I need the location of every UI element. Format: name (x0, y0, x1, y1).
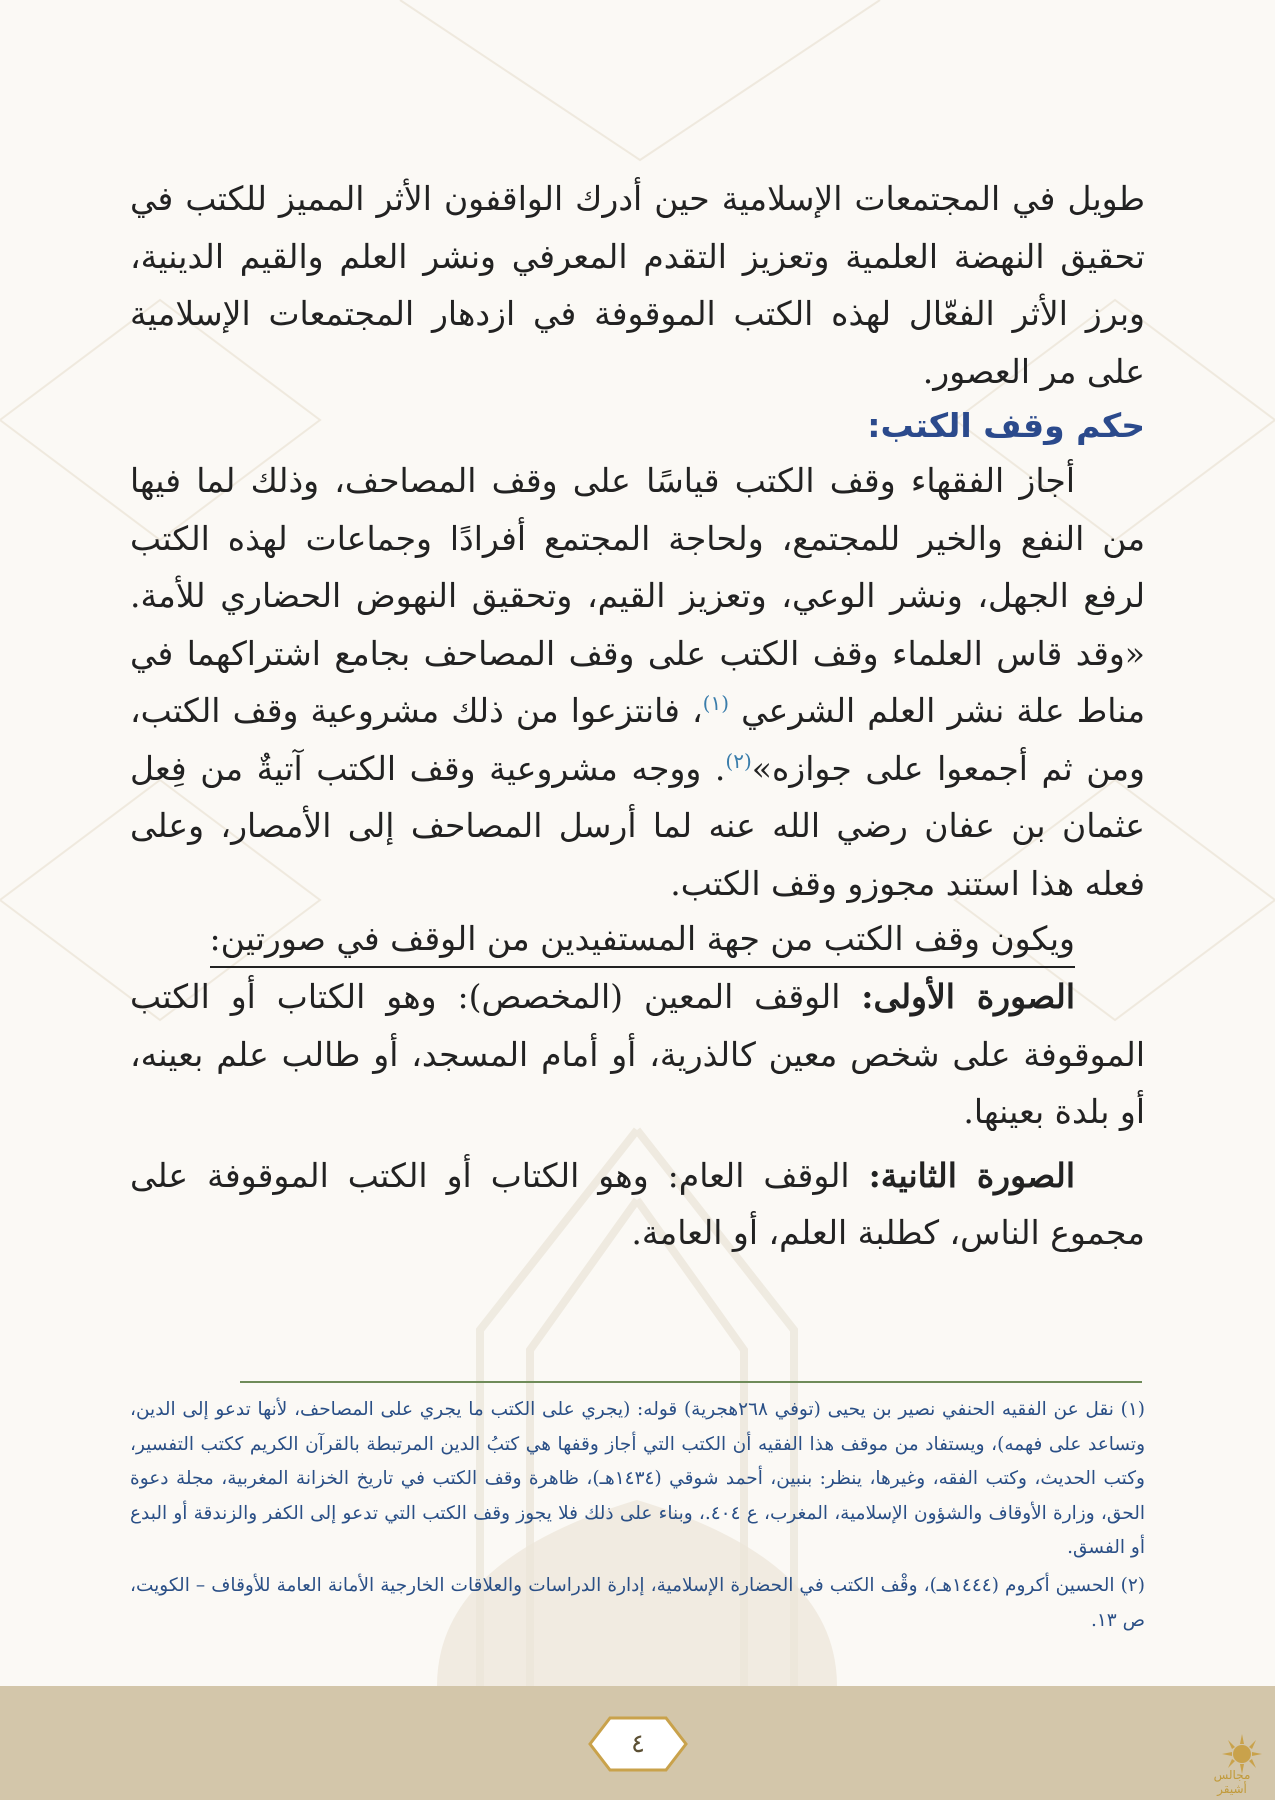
forms-intro-text: ويكون وقف الكتب من جهة المستفيدين من الوقف في صورتين: (210, 916, 1075, 968)
paragraph-ruling (130, 452, 1145, 912)
form-1-label: الصورة الأولى: (861, 977, 1075, 1016)
forms-intro (130, 912, 1145, 968)
section-heading: حكم وقف الكتب: (867, 406, 1145, 445)
page-number-badge (588, 1714, 688, 1774)
paragraph-intro: طويل في المجتمعات الإسلامية حين أدرك الواقفون الأثر المميز للكتب في تحقيق النهضة العلمية وتعزيز التقدم المعرفي ونشر العلم والقيم الدينية، وبرز الأثر الفعّال لهذه الكتب الموقوفة في ازدهار المجتمعات الإسلامية على مر العصور. (130, 179, 1145, 391)
ruling-text-part2: ، فانتزعوا من ذلك مشروعية وقف الكتب، ومن ثم أجمعوا على جوازه» (130, 691, 1145, 788)
paragraph-form-1 (130, 968, 1145, 1141)
form-2-label: الصورة الثانية: (868, 1155, 1075, 1195)
footnote-ref-1[interactable]: (١) (702, 691, 730, 715)
footnote-1: (١) نقل عن الفقيه الحنفي نصير بن يحيى (توفي ٢٦٨هجرية) قوله: (يجري على الكتب ما يجري على المصاحف، لأنها تدعو إلى الدين، وتساعد على فهمه)، ويستفاد من موقف هذا الفقيه أن الكتب التي أجاز وقفها هي كتبُ الدين المرتبطة بالقرآن الكريم ككتب التفسير، وكتب الحديث، وكتب الفقه، وغيرها، ينظر: بنبين، أحمد شوقي (١٤٣٤هـ)، ظاهرة وقف الكتب في تاريخ الخزانة المغربية، مجلة دعوة الحق، وزارة الأوقاف والشؤون الإسلامية، المغرب، ع ٤٠٤.، وبناء على ذلك فلا يجوز وقف الكتب التي تدعو إلى الكفر والزندقة أو البدع أو الفسق. (130, 1399, 1146, 1559)
publisher-logo (1214, 1730, 1269, 1798)
form-2-text: الوقف العام: وهو الكتاب أو الكتب الموقوفة على مجموع الناس، كطلبة العلم، أو العامة. (130, 1155, 1145, 1252)
paragraph-form-2 (130, 1147, 1145, 1262)
footnote-ref-2[interactable]: (٢) (725, 748, 752, 773)
main-text (130, 170, 1145, 1262)
footnote-divider (240, 1381, 1142, 1383)
ruling-text-part1: أجاز الفقهاء وقف الكتب قياسًا على وقف المصاحف، وذلك لما فيها من النفع والخير للمجتمع، ولحاجة المجتمع أفرادًا وجماعات لهذه الكتب لرفع الجهل، ونشر الوعي، وتعزيز القيم، وتحقيق النهوض الحضاري للأمة. «وقد قاس العلماء وقف الكتب على وقف المصاحف بجامع اشتراكهما في مناط علة نشر العلم الشرعي (130, 461, 1145, 730)
footnote-2: (٢) الحسين أكروم (١٤٤٤هـ)، وقْف الكتب في الحضارة الإسلامية، إدارة الدراسات والعلاقات الخارجية الأمانة العامة للأوقاف – الكويت، ص ١٣. (130, 1574, 1146, 1631)
footnotes (130, 1393, 1145, 1641)
ruling-text-part3: . ووجه مشروعية وقف الكتب آتيةٌ من فِعل عثمان بن عفان رضي الله عنه لما أرسل المصاحف إلى الأمصار، وعلى فعله هذا استند مجوزو وقف الكتب. (130, 748, 1145, 903)
form-1-text: الوقف المعين (المخصص): وهو الكتاب أو الكتب الموقوفة على شخص معين كالذرية، أو أمام المسجد، أو طالب علم بعينه، أو بلدة بعينها. (130, 977, 1145, 1131)
page-number: ٤ (631, 1729, 645, 1759)
logo-text: مجالس أشيقر (1213, 1768, 1251, 1796)
